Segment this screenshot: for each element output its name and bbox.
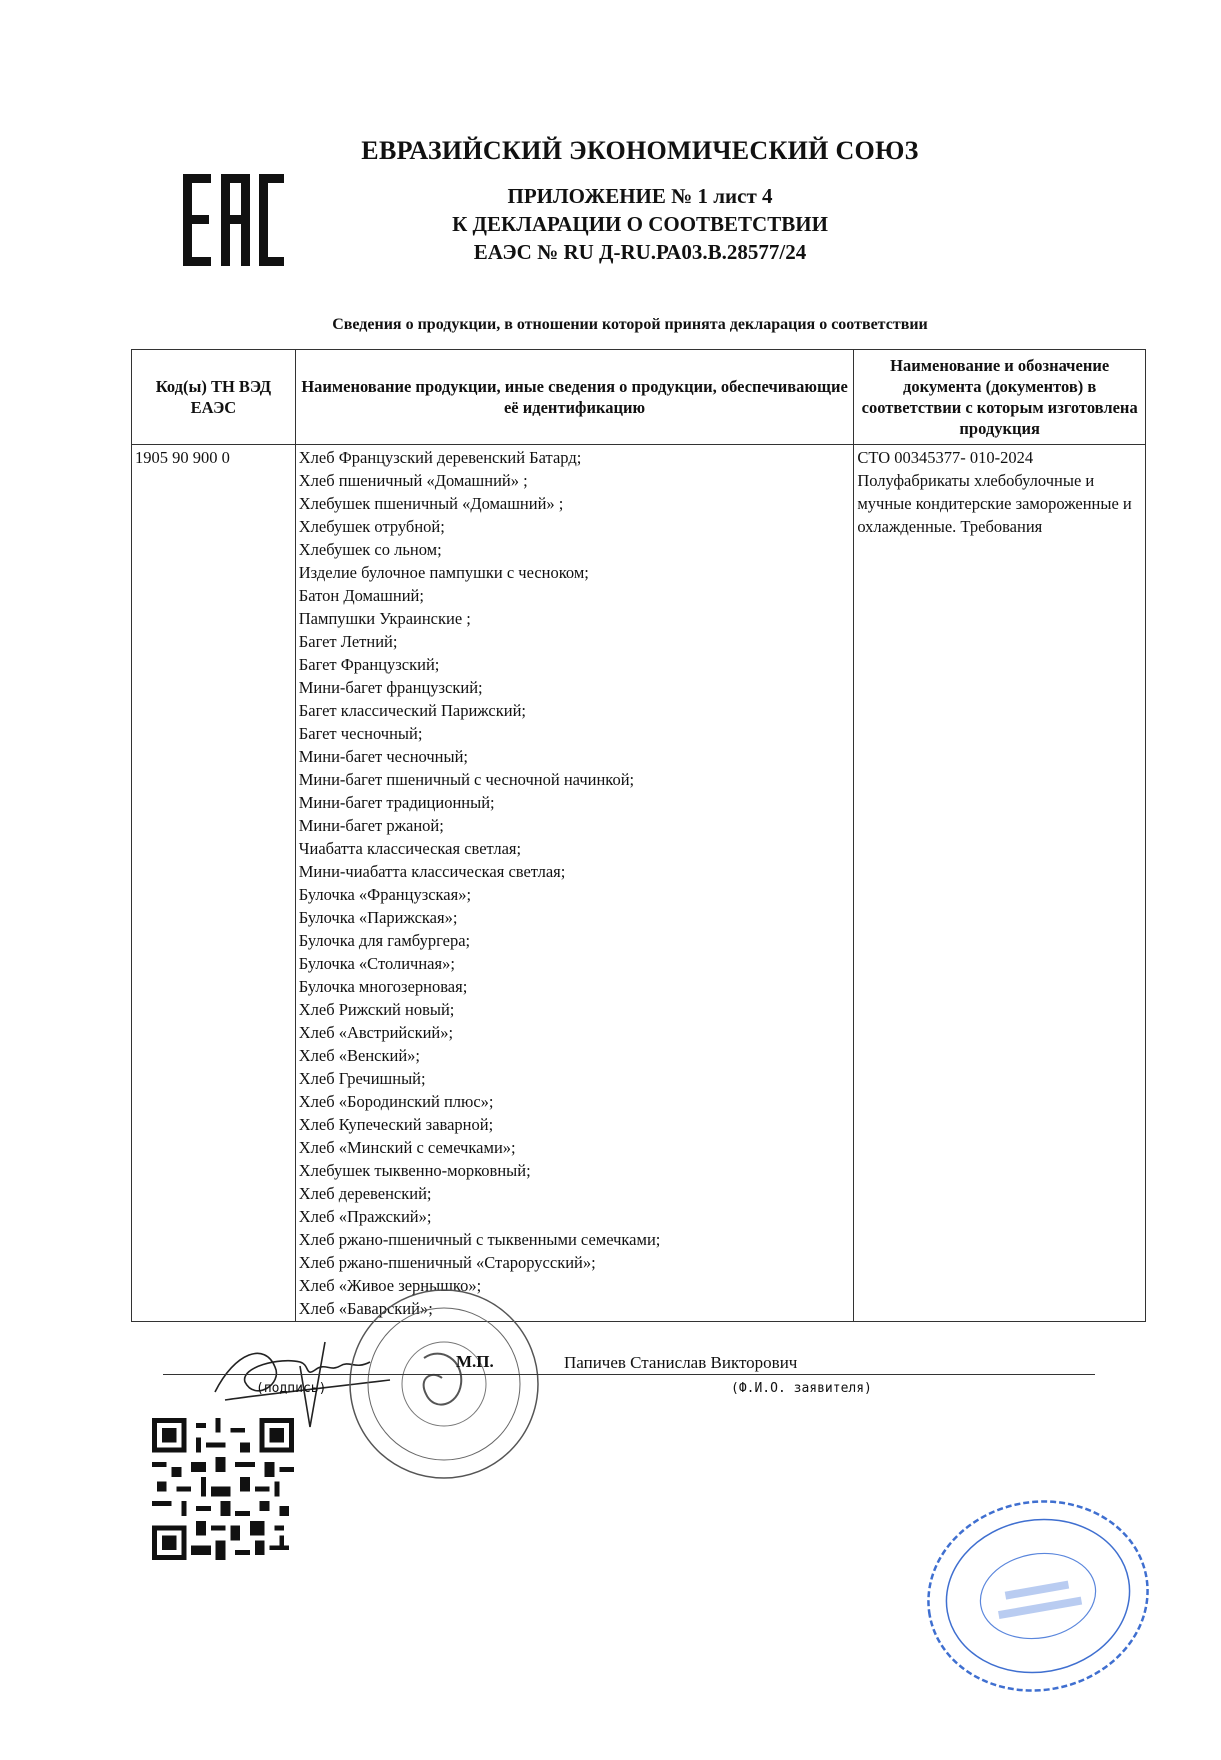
product-item: Багет чесночный; (298, 724, 423, 743)
product-item: Пампушки Украинские ; (298, 609, 471, 628)
product-item: Хлеб Рижский новый; (298, 1000, 455, 1019)
header-product: Наименование продукции, иные сведения о продукции, обеспечивающие её идентификацию (295, 350, 854, 445)
product-cell (295, 445, 854, 1322)
product-item: Хлеб Французский деревенский Батард; (298, 448, 582, 467)
product-item: Хлебушек тыквенно-морковный; (298, 1161, 531, 1180)
product-item: Изделие булочное пампушки с чесноком; (298, 563, 589, 582)
eac-logo-icon (183, 174, 284, 266)
product-item: Булочка многозерновая; (298, 977, 468, 996)
product-item: Хлеб «Австрийский»; (298, 1023, 454, 1042)
product-item: Батон Домашний; (298, 586, 424, 605)
hs-code: 1905 90 900 0 (135, 448, 230, 467)
product-item: Хлеб Купеческий заварной; (298, 1115, 494, 1134)
product-item: Хлебушек отрубной; (298, 517, 445, 536)
qr-code-icon (152, 1418, 294, 1560)
appendix-line: ПРИЛОЖЕНИЕ № 1 лист 4 (507, 184, 773, 208)
product-item: Мини-багет чесночный; (298, 747, 468, 766)
name-caption: (Ф.И.О. заявителя) (731, 1381, 872, 1396)
declaration-number: ЕАЭС № RU Д-RU.РА03.В.28577/24 (473, 240, 807, 264)
product-item: Чиабатта классическая светлая; (298, 839, 522, 858)
table-header-row (132, 350, 1146, 445)
applicant-name: Папичев Станислав Викторович (564, 1353, 798, 1372)
product-item: Хлеб «Минский с семечками»; (298, 1138, 516, 1157)
product-item: Хлебушек со льном; (298, 540, 442, 559)
product-item: Мини-багет французский; (298, 678, 483, 697)
product-item: Хлеб Гречишный; (298, 1069, 426, 1088)
header-code: Код(ы) ТН ВЭД ЕАЭС (132, 350, 296, 445)
company-seal-icon (346, 1286, 542, 1482)
document-cell (854, 445, 1146, 1322)
product-item: Хлеб «Венский»; (298, 1046, 421, 1065)
document-title: Полуфабрикаты хлебобулочные и мучные кондитерские замороженные и охлажденные. Требования (857, 471, 1132, 536)
product-item: Багет Французский; (298, 655, 440, 674)
header-document: Наименование и обозначение документа (документов) в соответствии с которым изготовлена продукция (854, 350, 1146, 445)
product-item: Мини-багет ржаной; (298, 816, 444, 835)
product-item: Булочка «Французская»; (298, 885, 472, 904)
product-item: Багет Летний; (298, 632, 398, 651)
product-item: Хлеб ржано-пшеничный «Старорусский»; (298, 1253, 596, 1272)
appendix-header (300, 182, 980, 266)
product-item: Булочка «Парижская»; (298, 908, 458, 927)
product-item: Хлебушек пшеничный «Домашний» ; (298, 494, 564, 513)
stamp-place: М.П. (456, 1352, 494, 1371)
product-table (131, 349, 1146, 1322)
signature-line (163, 1374, 1095, 1375)
product-item: Мини-багет традиционный; (298, 793, 495, 812)
product-item: Хлеб пшеничный «Домашний» ; (298, 471, 528, 490)
registration-stamp-icon (922, 1496, 1154, 1696)
table-subtitle: Сведения о продукции, в отношении которой принята декларация о соответствии (332, 316, 928, 333)
product-item: Хлеб ржано-пшеничный с тыквенными семечками; (298, 1230, 661, 1249)
document-code: СТО 00345377- 010-2024 (857, 448, 1034, 467)
code-cell (132, 445, 296, 1322)
product-item: Булочка для гамбургера; (298, 931, 471, 950)
declaration-line: К ДЕКЛАРАЦИИ О СООТВЕТСТВИИ (452, 212, 828, 236)
product-item: Хлеб «Живое зернышко»; (298, 1276, 482, 1295)
product-item: Мини-багет пшеничный с чесночной начинкой; (298, 770, 635, 789)
union-title: ЕВРАЗИЙСКИЙ ЭКОНОМИЧЕСКИЙ СОЮЗ (361, 136, 919, 165)
product-item: Хлеб деревенский; (298, 1184, 432, 1203)
product-item: Булочка «Столичная»; (298, 954, 455, 973)
product-item: Хлеб «Бородинский плюс»; (298, 1092, 494, 1111)
product-item: Хлеб «Пражский»; (298, 1207, 432, 1226)
table-row (132, 445, 1146, 1322)
product-item: Багет классический Парижский; (298, 701, 526, 720)
product-item: Мини-чиабатта классическая светлая; (298, 862, 566, 881)
signature-caption: (подпись) (256, 1381, 327, 1396)
product-item: Хлеб «Баварский»; (298, 1299, 433, 1318)
